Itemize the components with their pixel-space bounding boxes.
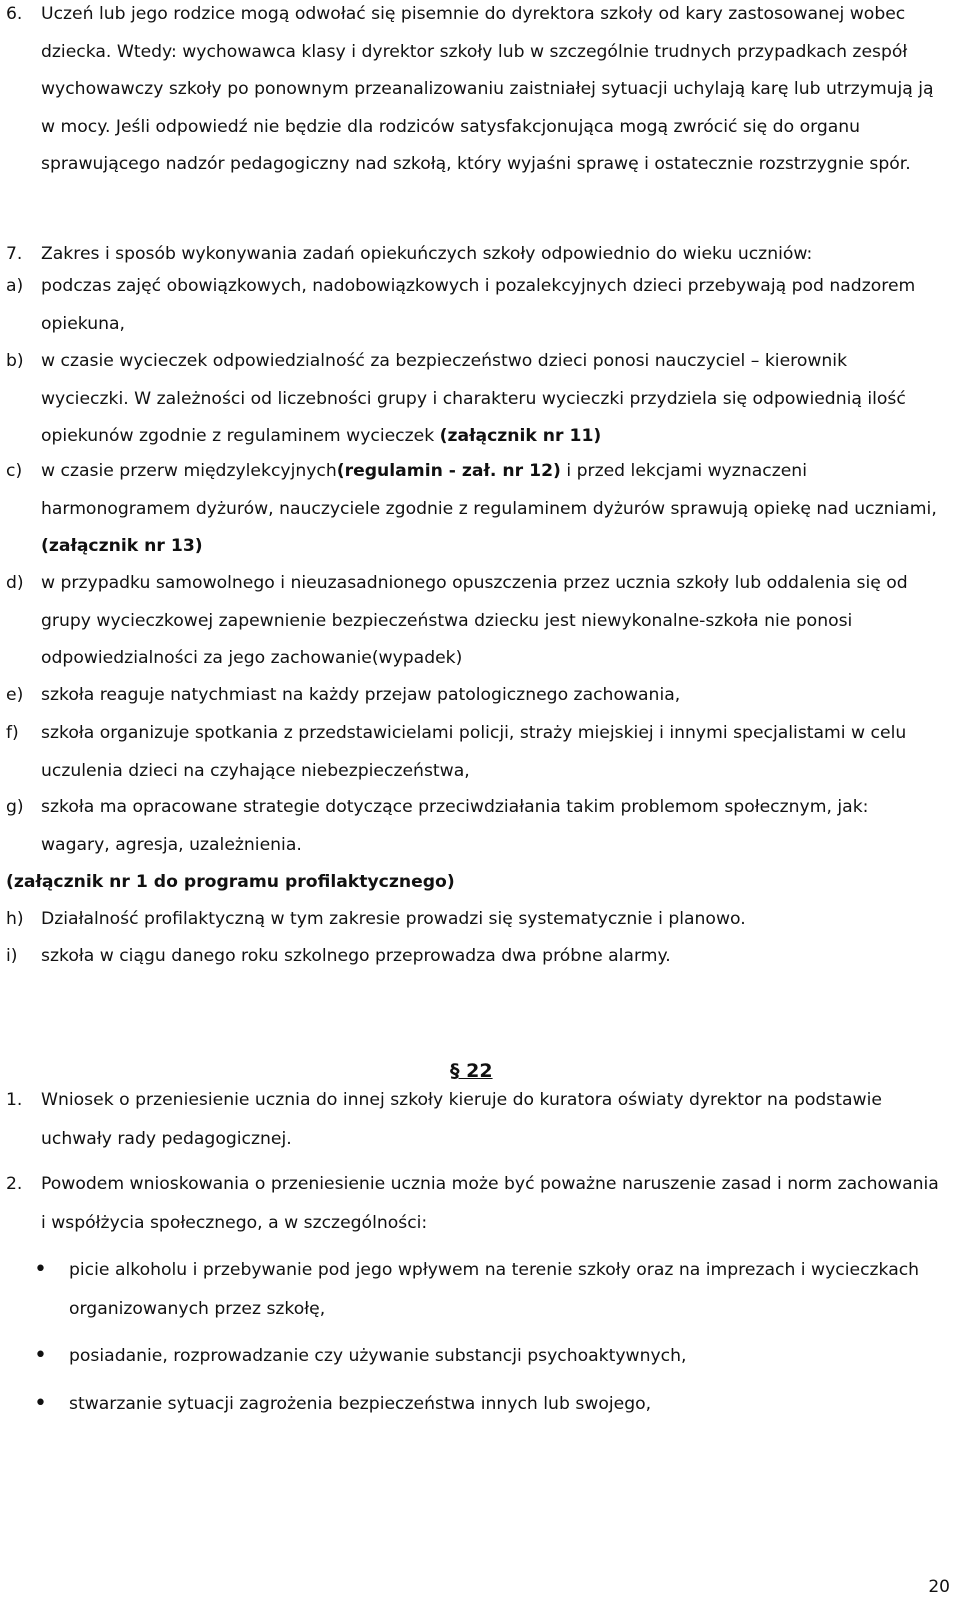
section-heading: § 22: [450, 1060, 493, 1082]
attachment-reference: (regulamin - zał. nr 12): [336, 461, 561, 481]
list-item-c: [6, 453, 940, 566]
list-text: szkoła w ciągu danego roku szkolnego przeprowadza dwa próbne alarmy.: [41, 946, 671, 966]
list-letter: h): [6, 909, 24, 929]
list-letter: f): [6, 723, 19, 743]
section-paragraph-2: [6, 1165, 940, 1242]
list-item-f: [6, 715, 940, 790]
bullet-icon: •: [34, 1391, 47, 1416]
page-number: 20: [928, 1577, 950, 1597]
list-text: podczas zajęć obowiązkowych, nadobowiązkowych i pozalekcyjnych dzieci przebywają pod nadzorem opiekuna,: [41, 276, 916, 334]
list-item-g: [6, 789, 940, 864]
list-text: w przypadku samowolnego i nieuzasadnionego opuszczenia przez ucznia szkoły lub oddalenia się od grupy wycieczkowej zapewnienie bezpieczeństwa dziecku jest niewykonalne-szkoła nie ponosi odpowiedzialności za jego zachowanie(wypadek): [41, 573, 908, 668]
paragraph-text: Wniosek o przeniesienie ucznia do innej szkoły kieruje do kuratora oświaty dyrektor na podstawie uchwały rady pedagogicznej.: [41, 1090, 882, 1149]
list-item-e: [6, 677, 940, 715]
list-letter: d): [6, 573, 24, 593]
bullet-text: posiadanie, rozprowadzanie czy używanie substancji psychoaktywnych,: [69, 1346, 687, 1366]
attachment-reference: (załącznik nr 13): [41, 536, 203, 556]
bullet-icon: •: [34, 1343, 47, 1368]
list-text: szkoła ma opracowane strategie dotyczące przeciwdziałania takim problemom społecznym, jak: wagary, agresja, uzależnienia.: [41, 797, 869, 855]
list-item-a: [6, 268, 940, 343]
list-text: szkoła organizuje spotkania z przedstawicielami policji, straży miejskiej i innymi specjalistami w celu uczulenia dzieci na czyhające niebezpieczeństwa,: [41, 723, 907, 781]
list-letter: g): [6, 797, 24, 817]
bullet-item: [6, 1385, 940, 1424]
list-text: w czasie przerw międzylekcyjnych(regulamin - zał. nr 12) i przed lekcjami wyznaczeni harmonogramem dyżurów, nauczyciele zgodnie z regulaminem dyżurów sprawują opiekę nad uczniami,(załącznik nr 13): [41, 461, 937, 556]
bullet-item: [6, 1337, 940, 1376]
list-text: szkoła reaguje natychmiast na każdy przejaw patologicznego zachowania,: [41, 685, 681, 705]
attachment-note: (załącznik nr 1 do programu profilaktycznego): [6, 872, 455, 892]
bullet-item: [6, 1251, 940, 1328]
paragraph-number: 6.: [6, 4, 23, 24]
paragraph-text: Powodem wnioskowania o przeniesienie ucznia może być poważne naruszenie zasad i norm zachowania i współżycia społecznego, a w szczególności:: [41, 1174, 939, 1233]
list-letter: a): [6, 276, 24, 296]
paragraph-number: 2.: [6, 1174, 23, 1194]
bullet-text: picie alkoholu i przebywanie pod jego wpływem na terenie szkoły oraz na imprezach i wycieczkach organizowanych przez szkołę,: [69, 1260, 920, 1319]
paragraph-number: 1.: [6, 1090, 23, 1110]
list-letter: b): [6, 351, 24, 371]
paragraph-6: [6, 0, 940, 184]
bullet-text: stwarzanie sytuacji zagrożenia bezpieczeństwa innych lub swojego,: [69, 1394, 652, 1414]
section-paragraph-1: [6, 1081, 940, 1158]
list-item-h: [6, 901, 940, 939]
attachment-reference: (załącznik nr 11): [439, 426, 602, 446]
list-item-i: [6, 938, 940, 976]
list-letter: i): [6, 946, 18, 966]
paragraph-number: 7.: [6, 244, 23, 264]
list-letter: e): [6, 685, 24, 705]
paragraph-text: Uczeń lub jego rodzice mogą odwołać się pisemnie do dyrektora szkoły od kary zastosowanej wobec dziecka. Wtedy: wychowawca klasy i dyrektor szkoły lub w szczególnie trudnych przypadkach zespół wychowawczy szkoły po ponownym przeanalizowaniu zaistniałej sytuacji uchylają karę lub utrzymują ją w mocy. Jeśli odpowiedź nie będzie dla rodziców satysfakcjonująca mogą zwrócić się do organu sprawującego nadzór pedagogiczny nad szkołą, który wyjaśni sprawę i ostatecznie rozstrzygnie spór.: [41, 4, 934, 174]
list-item-d: [6, 565, 940, 678]
list-text: w czasie wycieczek odpowiedzialność za bezpieczeństwo dzieci ponosi nauczyciel – kierownik wycieczki. W zależności od liczebności grupy i charakteru wycieczki przydziela się odpowiednią ilość opiekunów zgodnie z regulaminem wycieczek (załącznik nr 11): [41, 351, 906, 446]
bullet-icon: •: [34, 1257, 47, 1282]
list-item-b: [6, 343, 940, 456]
paragraph-text: Zakres i sposób wykonywania zadań opiekuńczych szkoły odpowiednio do wieku uczniów:: [41, 244, 813, 264]
list-letter: c): [6, 461, 23, 481]
list-text: Działalność profilaktyczną w tym zakresie prowadzi się systematycznie i planowo.: [41, 909, 746, 929]
